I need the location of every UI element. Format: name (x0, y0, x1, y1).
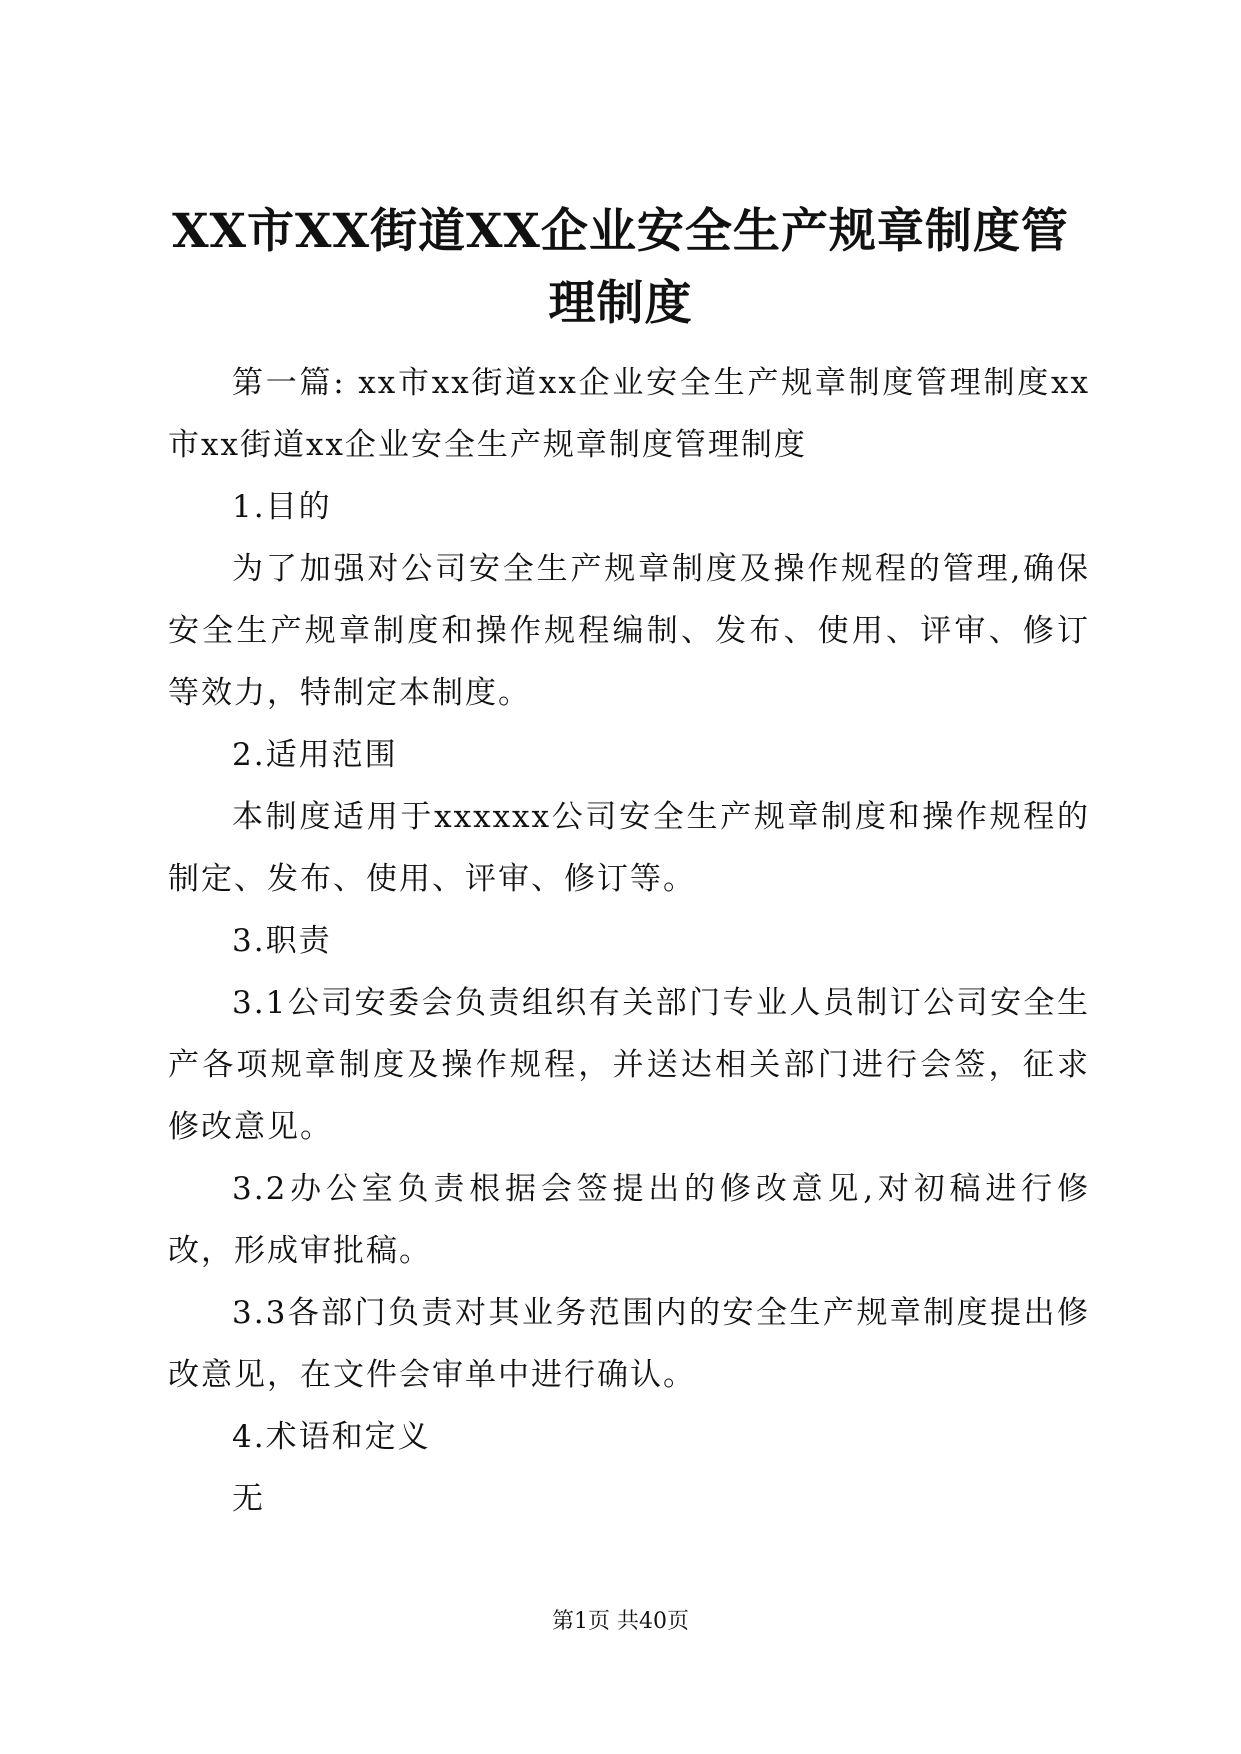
heading-terms: 4.术语和定义 (232, 1419, 431, 1455)
paragraph-scope: 本制度适用于xxxxxx公司安全生产规章制度和操作规程的制定、发布、使用、评审、修订等。 (168, 799, 1090, 897)
paragraph-purpose: 为了加强对公司安全生产规章制度及操作规程的管理,确保安全生产规章制度和操作规程编制、发布、使用、评审、修订等效力，特制定本制度。 (168, 551, 1090, 711)
heading-responsibilities: 3.职责 (232, 923, 332, 959)
document-body (168, 352, 1090, 1530)
paragraph-responsibility-3-2: 3.2办公室负责根据会签提出的修改意见,对初稿进行修改，形成审批稿。 (168, 1171, 1090, 1269)
heading-purpose: 1.目的 (232, 489, 332, 525)
paragraph-terms: 无 (232, 1481, 265, 1517)
document-title: XX市XX街道XX企业安全生产规章制度管理制度 (172, 204, 1069, 331)
paragraph-intro: 第一篇: xx市xx街道xx企业安全生产规章制度管理制度xx市xx街道xx企业安全生产规章制度管理制度 (168, 365, 1090, 463)
paragraph-responsibility-3-1: 3.1公司安委会负责组织有关部门专业人员制订公司安全生产各项规章制度及操作规程，并送达相关部门进行会签，征求修改意见。 (168, 985, 1090, 1145)
heading-scope: 2.适用范围 (232, 737, 398, 773)
paragraph-responsibility-3-3: 3.3各部门负责对其业务范围内的安全生产规章制度提出修改意见，在文件会审单中进行确认。 (168, 1295, 1090, 1393)
page-number-footer: 第1页 共40页 (552, 1609, 689, 1634)
